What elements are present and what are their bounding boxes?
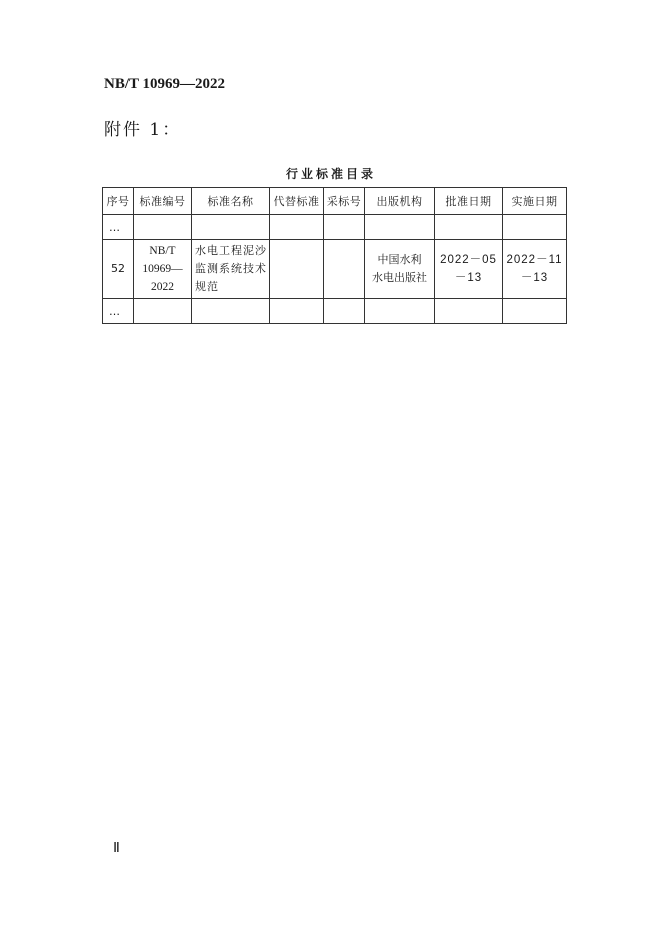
standard-code-cell: NB/T 10969— 2022	[134, 240, 192, 299]
standard-name-cell: 水电工程泥沙 监测系统技术 规范	[192, 240, 270, 299]
column-header: 标准编号	[134, 188, 192, 215]
ellipsis-cell: …	[103, 215, 134, 240]
replaces-cell	[270, 240, 324, 299]
column-header: 采标号	[324, 188, 365, 215]
adopted-cell	[324, 240, 365, 299]
standard-code: NB/T 10969—2022	[104, 76, 225, 92]
column-header: 标准名称	[192, 188, 270, 215]
attachment-label: 附件 1：	[104, 120, 182, 140]
publisher-cell: 中国水利 水电出版社	[365, 240, 435, 299]
table-row	[103, 240, 567, 299]
table-row	[103, 299, 567, 324]
effective-date-cell: 2022－11 －13	[503, 240, 567, 299]
approval-date-cell: 2022－05 －13	[435, 240, 503, 299]
column-header: 实施日期	[503, 188, 567, 215]
standards-catalog-table	[102, 187, 567, 324]
column-header: 序号	[103, 188, 134, 215]
column-header: 代替标准	[270, 188, 324, 215]
column-header: 出版机构	[365, 188, 435, 215]
ellipsis-cell: …	[103, 299, 134, 324]
table-header-row	[103, 188, 567, 215]
seq-cell: 52	[103, 240, 134, 299]
table-row	[103, 215, 567, 240]
column-header: 批准日期	[435, 188, 503, 215]
page-number: Ⅱ	[113, 841, 120, 856]
table-title: 行业标准目录	[285, 167, 376, 181]
